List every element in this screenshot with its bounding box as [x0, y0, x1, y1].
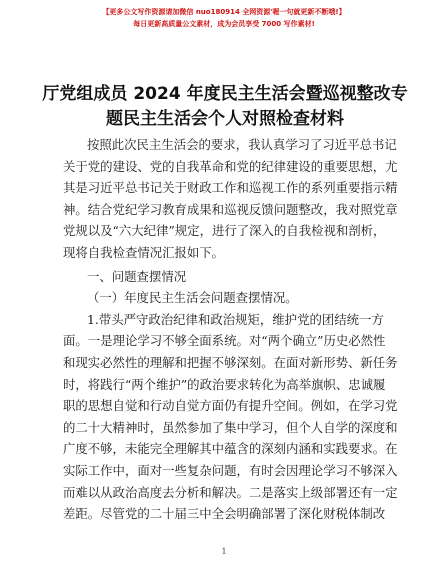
- body-line: 面。一是理论学习不够全面系统。对“两个确立”历史必然性: [63, 333, 386, 349]
- body-line: 关于党的建设、党的自我革命和党的纪律建设的重要思想，尤: [63, 158, 398, 174]
- document-title-line-2: 题民主生活会个人对照检查材料: [106, 109, 344, 129]
- body-line: 现将自我检查情况汇报如下。: [63, 244, 225, 260]
- section-heading: 一、问题查摆情况: [87, 268, 187, 284]
- intro-paragraph: [63, 134, 398, 264]
- page-number: 1: [221, 547, 227, 556]
- body-line: 职的思想自觉和行动自觉方面仍有提升空间。例如，在学习党: [63, 398, 398, 414]
- body-line: 和现实必然性的理解和把握不够深刻。在面对新形势、新任务: [63, 354, 398, 370]
- promo-banner-line-1: 【更多公文写作资源请加微信 nuo180914 全网资源'喔一句就更新不断哦!】: [102, 8, 346, 16]
- point-1-paragraph: [63, 309, 398, 525]
- body-line: 党规以及“六大纪律”规定，进行了深入的自我检视和剖析，: [63, 223, 386, 239]
- body-line: 1.带头严守政治纪律和政治规矩，维护党的团结统一方: [87, 311, 384, 327]
- body-line: 差距。尽管党的二十届三中全会明确部署了深化财税体制改: [63, 506, 386, 522]
- body-line: 广度不够，未能完全理解其中蕴含的深刻内涵和实践要求。在: [63, 441, 398, 457]
- document-title-line-1: 厅党组成员 2024 年度民主生活会暨巡视整改专: [42, 84, 408, 104]
- body-line: 的二十大精神时，虽然参加了集中学习，但个人自学的深度和: [63, 419, 398, 435]
- document-title: [40, 82, 410, 132]
- body-line: 实际工作中，面对一些复杂问题，有时会因理论学习不够深入: [63, 462, 398, 478]
- promo-banner-line-2: 每日更新高质量公文素材，成为会员享受 7000 写作素材!: [133, 20, 315, 28]
- body-line: 而难以从政治高度去分析和解决。二是落实上级部署还有一定: [63, 484, 398, 500]
- document-body: [63, 134, 398, 525]
- subsection-heading: （一）年度民主生活会问题查摆情况。: [87, 290, 298, 306]
- body-line: 时，将践行“两个维护”的政治要求转化为高举旗帜、忠诚履: [63, 376, 386, 392]
- body-line: 其是习近平总书记关于财政工作和巡视工作的系列重要指示精: [63, 180, 398, 196]
- body-line: 神。结合党纪学习教育成果和巡视反馈问题整改，我对照党章: [63, 201, 398, 217]
- promo-banner: [0, 6, 448, 30]
- body-line: 按照此次民主生活会的要求，我认真学习了习近平总书记: [87, 137, 397, 152]
